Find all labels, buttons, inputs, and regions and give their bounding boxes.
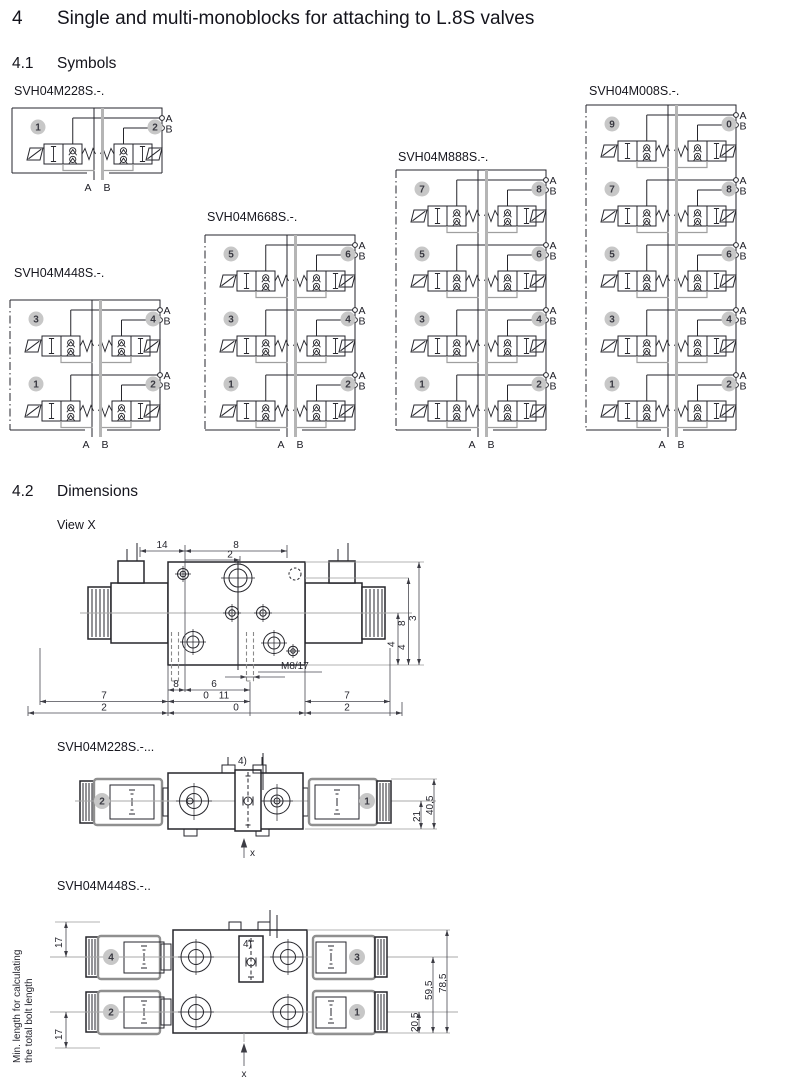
dim-label: 6 xyxy=(211,679,217,690)
coil-number: 2 xyxy=(108,1007,114,1019)
symbol-block-label: SVH04M228S.-. xyxy=(14,84,105,98)
dim-label: 4 xyxy=(397,644,408,650)
port-b-label: B xyxy=(739,120,747,133)
dim-label: 8 xyxy=(397,620,408,626)
dim-label: 11 xyxy=(218,690,230,702)
coil-number: 4 xyxy=(108,952,114,964)
dim-label: 20,5 xyxy=(410,1012,421,1032)
dim-label: 8 xyxy=(233,540,239,551)
section-title: Single and multi-monoblocks for attaching to L.8S valves xyxy=(57,8,535,29)
subsection-dimensions-title: Dimensions xyxy=(57,483,138,500)
port-a-label: A xyxy=(358,305,366,317)
rail-a-label: A xyxy=(277,439,285,451)
rail-a-label: A xyxy=(82,439,90,451)
valve-number: 3 xyxy=(609,314,615,326)
dim-label: 7 xyxy=(344,690,350,702)
port-b-label: B xyxy=(549,250,557,263)
dim-label: 14 xyxy=(156,540,168,551)
dim-label: 3 xyxy=(408,615,419,621)
dim-label: 2 xyxy=(101,702,107,714)
side-note-line1: Min. length for calculating xyxy=(12,949,23,1063)
note-label: 4) xyxy=(238,756,247,767)
valve-number: 4 xyxy=(726,314,732,326)
rail-b-label: B xyxy=(101,439,109,451)
symbol-diagram-svh04m228s xyxy=(10,100,185,195)
valve-number: 1 xyxy=(35,122,41,134)
port-b-label: B xyxy=(358,380,366,393)
dim-label: 2 xyxy=(227,549,233,561)
valve-number: 1 xyxy=(228,379,234,391)
symbol-block-label: SVH04M888S.-. xyxy=(398,150,489,164)
rail-b-label: B xyxy=(103,182,111,194)
valve-number: 5 xyxy=(228,249,234,261)
valve-number: 7 xyxy=(609,184,615,196)
rail-a-label: A xyxy=(468,439,476,451)
valve-number: 4 xyxy=(150,314,156,326)
subsection-dimensions-number: 4.2 xyxy=(12,483,34,500)
drawing-448-label: SVH04M448S.-.. xyxy=(57,879,151,893)
port-b-label: B xyxy=(165,123,173,136)
valve-number: 5 xyxy=(419,249,425,261)
port-b-label: B xyxy=(358,315,366,328)
port-a-label: A xyxy=(739,110,747,122)
note-label: 4) xyxy=(243,939,252,950)
valve-number: 1 xyxy=(609,379,615,391)
valve-number: 6 xyxy=(536,249,542,261)
thread-label: M8/17 xyxy=(281,661,309,672)
port-a-label: A xyxy=(549,240,557,252)
coil-number: 1 xyxy=(364,796,370,808)
port-a-label: A xyxy=(739,305,747,317)
dim-label: 17 xyxy=(54,1028,65,1040)
side-note-line2: the total bolt length xyxy=(24,978,35,1063)
valve-number: 7 xyxy=(419,184,425,196)
port-a-label: A xyxy=(358,240,366,252)
port-a-label: A xyxy=(165,113,173,125)
port-b-label: B xyxy=(549,315,557,328)
subsection-symbols-title: Symbols xyxy=(57,55,117,72)
drawing-228-label: SVH04M228S.-... xyxy=(57,740,155,754)
left-coil xyxy=(80,779,162,825)
rail-a-label: A xyxy=(658,439,666,451)
valve-number: 6 xyxy=(345,249,351,261)
valve-number: 2 xyxy=(345,379,351,391)
view-direction-arrow xyxy=(241,838,247,848)
left-solenoid xyxy=(88,543,168,643)
rail-b-label: B xyxy=(296,439,304,451)
port-b-label: B xyxy=(739,380,747,393)
port-b-label: B xyxy=(549,380,557,393)
symbol-diagram-svh04m668s xyxy=(203,227,378,452)
port-b-label: B xyxy=(163,380,171,393)
port-b-label: B xyxy=(358,250,366,263)
valve-number: 8 xyxy=(536,184,542,196)
dim-label: 0 xyxy=(203,690,209,702)
view-direction-arrow xyxy=(241,1043,247,1053)
port-a-label: A xyxy=(549,175,557,187)
drawing-228 xyxy=(60,752,455,864)
dim-label: 7 xyxy=(101,690,107,702)
port-b-label: B xyxy=(739,250,747,263)
port-b-label: B xyxy=(739,185,747,198)
drawing-448 xyxy=(5,895,470,1080)
port-b-label: B xyxy=(549,185,557,198)
symbol-diagram-svh04m008s xyxy=(584,97,759,452)
valve-number: 4 xyxy=(345,314,351,326)
rail-a-label: A xyxy=(84,182,92,194)
valve-number: 0 xyxy=(726,119,732,131)
port-b-label: B xyxy=(739,315,747,328)
right-solenoid xyxy=(305,543,385,643)
right-coil xyxy=(303,779,391,825)
port-a-label: A xyxy=(549,370,557,382)
dim-label: 17 xyxy=(54,936,65,948)
dim-label: 78,5 xyxy=(438,973,449,993)
valve-number: 1 xyxy=(33,379,39,391)
view-x-label: View X xyxy=(57,518,96,532)
valve-number: 3 xyxy=(33,314,39,326)
valve-number: 2 xyxy=(152,122,158,134)
valve-number: 3 xyxy=(228,314,234,326)
subsection-symbols-number: 4.1 xyxy=(12,55,34,72)
symbol-block-label: SVH04M448S.-. xyxy=(14,266,105,280)
rail-b-label: B xyxy=(677,439,685,451)
symbol-diagram-svh04m888s xyxy=(394,162,569,452)
dim-label: 2 xyxy=(344,702,350,714)
valve-number: 5 xyxy=(609,249,615,261)
symbol-block-label: SVH04M008S.-. xyxy=(589,84,680,98)
port-a-label: A xyxy=(549,305,557,317)
dim-label: 21 xyxy=(412,810,423,822)
rail-b-label: B xyxy=(487,439,495,451)
coil-number: 1 xyxy=(354,1007,360,1019)
port-a-label: A xyxy=(358,370,366,382)
valve-number: 9 xyxy=(609,119,615,131)
port-a-label: A xyxy=(739,370,747,382)
valve-number: 4 xyxy=(536,314,542,326)
port-a-label: A xyxy=(163,370,171,382)
dim-label: 0 xyxy=(233,702,239,714)
valve-number: 6 xyxy=(726,249,732,261)
valve-number: 2 xyxy=(726,379,732,391)
valve-number: 2 xyxy=(150,379,156,391)
symbol-diagram-svh04m448s xyxy=(8,292,183,452)
valve-number: 2 xyxy=(536,379,542,391)
section-number: 4 xyxy=(12,8,23,29)
symbol-block-label: SVH04M668S.-. xyxy=(207,210,298,224)
dim-label: 40,5 xyxy=(425,795,436,815)
dim-label: 8 xyxy=(173,679,179,690)
dim-label: 59,5 xyxy=(424,980,435,1000)
axis-label: x xyxy=(250,848,255,859)
view-x-drawing xyxy=(30,540,450,725)
dim-label: 4 xyxy=(386,641,398,647)
coil-number: 2 xyxy=(99,796,105,808)
port-b-label: B xyxy=(163,315,171,328)
valve-number: 3 xyxy=(419,314,425,326)
axis-label: x xyxy=(241,1069,247,1080)
port-a-label: A xyxy=(739,240,747,252)
valve-number: 8 xyxy=(726,184,732,196)
port-a-label: A xyxy=(163,305,171,317)
port-a-label: A xyxy=(739,175,747,187)
coil-number: 3 xyxy=(354,952,360,964)
valve-number: 1 xyxy=(419,379,425,391)
